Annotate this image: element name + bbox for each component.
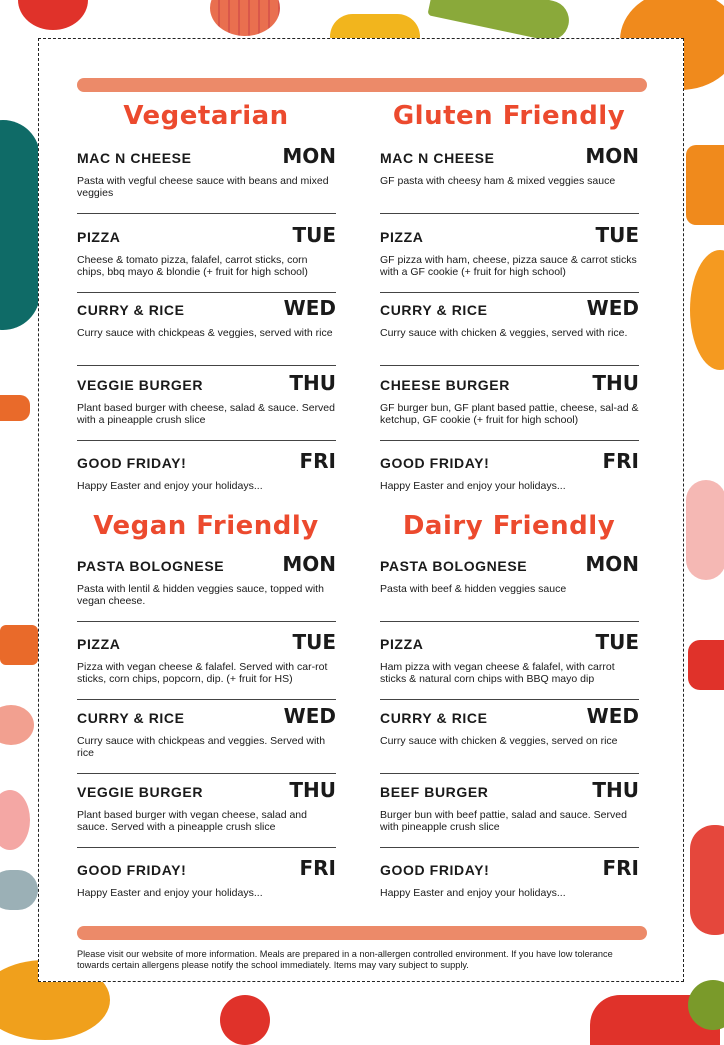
day-label: WED [283,296,336,320]
day-label: THU [289,371,336,395]
dish-description: Cheese & tomato pizza, falafel, carrot sticks, corn chips, bbq mayo & blondie (+ fruit for high school) [77,254,308,278]
day-label: FRI [602,856,639,880]
onion-decoration [690,250,724,370]
dish-name: MAC N CHEESE [77,150,192,166]
divider [77,847,336,848]
day-label: MON [585,144,639,168]
section-title-dairy-friendly: Dairy Friendly [402,511,616,541]
section-title-gluten-friendly: Gluten Friendly [392,101,626,131]
divider [380,773,639,774]
tomato-decoration [690,825,724,935]
day-label: FRI [299,856,336,880]
dish-name: VEGGIE BURGER [77,377,204,393]
day-label: MON [585,552,639,576]
dish-name: GOOD FRIDAY! [380,862,490,878]
dish-description: Plant based burger with cheese, salad & sauce. Served with a pineapple crush slice [77,402,335,426]
divider [380,621,639,622]
divider [77,213,336,214]
divider [380,847,639,848]
top-accent-bar [77,78,647,92]
divider [77,292,336,293]
divider [77,699,336,700]
tomato-decoration [220,995,270,1045]
dish-name: CURRY & RICE [77,302,185,318]
dish-description: Curry sauce with chicken & veggies, served with rice. [380,327,628,339]
day-label: FRI [602,449,639,473]
footer-note: Please visit our website of more information. Meals are prepared in a non-allergen controlled environment. If you have low tolerance towards certain allergens please notify the school immediately. Items may vary subject to supply. [77,949,613,970]
dish-name: PASTA BOLOGNESE [380,558,528,574]
menu-card [38,38,684,982]
tomato-decoration [18,0,88,30]
dish-description: Curry sauce with chickpeas & veggies, served with rice [77,327,333,339]
chili-decoration [688,640,724,690]
dish-description: Happy Easter and enjoy your holidays... [380,480,566,492]
day-label: TUE [595,223,639,247]
divider [77,773,336,774]
divider [380,699,639,700]
radish-decoration [0,705,34,745]
dish-name: VEGGIE BURGER [77,784,204,800]
dish-name: BEEF BURGER [380,784,489,800]
day-label: MON [282,144,336,168]
divider [77,440,336,441]
day-label: TUE [292,223,336,247]
dish-description: Pasta with beef & hidden veggies sauce [380,583,567,595]
turnip-decoration [0,790,30,850]
dish-description: Curry sauce with chickpeas and veggies. Served with rice [77,735,326,759]
dish-description: Plant based burger with vegan cheese, salad and sauce. Served with a pineapple crush slice [77,809,307,833]
divider [77,621,336,622]
radish-decoration [686,480,724,580]
dish-name: PIZZA [380,636,424,652]
dish-name: GOOD FRIDAY! [77,862,187,878]
dish-description: Pasta with vegful cheese sauce with beans and mixed veggies [77,175,329,199]
bottom-accent-bar [77,926,647,940]
day-label: WED [586,296,639,320]
dish-description: Ham pizza with vegan cheese & falafel, with carrot sticks & natural corn chips with BBQ mayo dip [380,661,615,685]
dish-name: GOOD FRIDAY! [77,455,187,471]
dish-description: Happy Easter and enjoy your holidays... [77,887,263,899]
avocado-decoration [0,120,40,330]
dish-name: PIZZA [77,636,121,652]
day-label: FRI [299,449,336,473]
dish-name: CURRY & RICE [380,710,488,726]
dish-description: GF burger bun, GF plant based pattie, cheese, sal-ad & ketchup, GF cookie (+ fruit for high school) [380,402,639,426]
dish-description: Curry sauce with chicken & veggies, served on rice [380,735,618,747]
lemon-decoration [330,14,420,40]
dish-name: MAC N CHEESE [380,150,495,166]
dish-description: GF pasta with cheesy ham & mixed veggies sauce [380,175,616,187]
dish-name: PIZZA [380,229,424,245]
leaf-decoration [0,870,38,910]
dish-name: PIZZA [77,229,121,245]
dish-name: CURRY & RICE [77,710,185,726]
radish-decoration [210,0,280,36]
day-label: WED [586,704,639,728]
day-label: TUE [292,630,336,654]
dish-description: Happy Easter and enjoy your holidays... [380,887,566,899]
dish-name: GOOD FRIDAY! [380,455,490,471]
divider [380,213,639,214]
dish-description: Burger bun with beef pattie, salad and sauce. Served with pineapple crush slice [380,809,627,833]
dish-name: PASTA BOLOGNESE [77,558,225,574]
dish-description: Happy Easter and enjoy your holidays... [77,480,263,492]
divider [380,440,639,441]
dish-name: CURRY & RICE [380,302,488,318]
carrot-decoration [0,395,30,421]
dish-description: GF pizza with ham, cheese, pizza sauce & carrot sticks with a GF cookie (+ fruit for high school) [380,254,637,278]
day-label: THU [592,371,639,395]
dish-description: Pasta with lentil & hidden veggies sauce, topped with vegan cheese. [77,583,324,607]
day-label: WED [283,704,336,728]
section-title-vegan-friendly: Vegan Friendly [93,511,319,541]
day-label: THU [592,778,639,802]
dish-name: CHEESE BURGER [380,377,510,393]
divider [380,365,639,366]
dish-description: Pizza with vegan cheese & falafel. Served with car-rot sticks, corn chips, popcorn, dip. (+ fruit for HS) [77,661,328,685]
carrot-decoration [686,145,724,225]
divider [380,292,639,293]
day-label: THU [289,778,336,802]
day-label: TUE [595,630,639,654]
day-label: MON [282,552,336,576]
section-title-vegetarian: Vegetarian [123,101,289,131]
divider [77,365,336,366]
carrot-decoration [0,625,38,665]
